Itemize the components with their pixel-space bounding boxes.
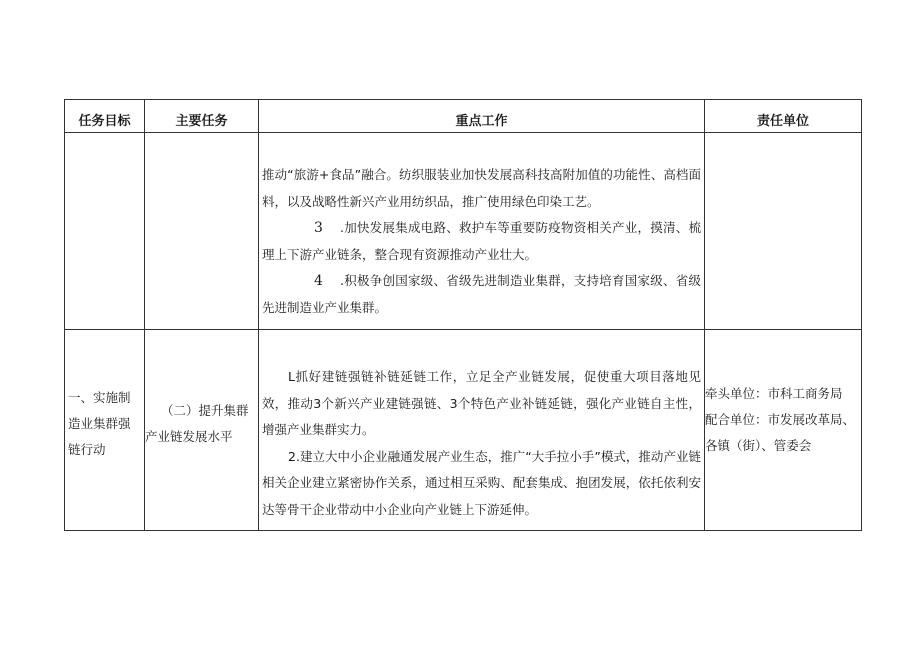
- item-text: .积极争创国家级、省级先进制造业集群，支持培育国家级、省级先进制造业产业集群。: [262, 273, 701, 315]
- work-cell: [259, 330, 705, 531]
- responsible-cell: [705, 133, 862, 330]
- header-work: 重点工作: [259, 100, 705, 133]
- goal-text: 一、实施制造业集群强链行动: [68, 390, 131, 457]
- work-paragraph: 推动“旅游+食品”融合。纺织服装业加快发展高科技高附加值的功能性、高档面料，以及战略性新兴产业用纺织品，推广使用绿色印染工艺。: [262, 167, 701, 209]
- header-task: 主要任务: [145, 100, 259, 133]
- work-cell: [259, 133, 705, 330]
- task-cell: [145, 133, 259, 330]
- task-text: （二）提升集群产业链发展水平: [145, 403, 249, 444]
- item-number: 4: [314, 273, 323, 289]
- work-plan-table: [64, 99, 862, 531]
- table-row: [65, 330, 862, 531]
- work-paragraph: [262, 268, 701, 321]
- work-paragraph: L抓好建链强链补链延链工作，立足全产业链发展，促使重大项目落地见效，推动3个新兴产业建链强链、3个特色产业补链延链，强化产业链自主性，增强产业集群实力。: [262, 369, 701, 437]
- header-responsible: 责任单位: [705, 100, 862, 133]
- responsible-cell: [705, 330, 862, 531]
- table-row: [65, 133, 862, 330]
- task-cell: [145, 330, 259, 531]
- item-number: 3: [314, 220, 323, 236]
- goal-cell: [65, 133, 145, 330]
- cooperating-units: 配合单位：市发展改革局、: [705, 412, 856, 427]
- header-goal: 任务目标: [65, 100, 145, 133]
- work-paragraph: 2.建立大中小企业融通发展产业生态，推广“大手拉小手”模式，推动产业链相关企业建立紧密协作关系，通过相互采购、配套集成、抱团发展，依托依利安达等骨干企业带动中小企业向产业链上下游延伸。: [262, 448, 701, 517]
- lead-unit: 牵头单位：市科工商务局: [705, 386, 843, 401]
- item-text: .加快发展集成电路、救护车等重要防疫物资相关产业，摸清、梳理上下游产业链条，整合现有资源推动产业壮大。: [262, 220, 701, 262]
- table-header-row: [65, 100, 862, 133]
- cooperating-units-cont: 各镇（街）、管委会: [705, 438, 812, 453]
- goal-cell: [65, 330, 145, 531]
- work-paragraph: [262, 215, 701, 268]
